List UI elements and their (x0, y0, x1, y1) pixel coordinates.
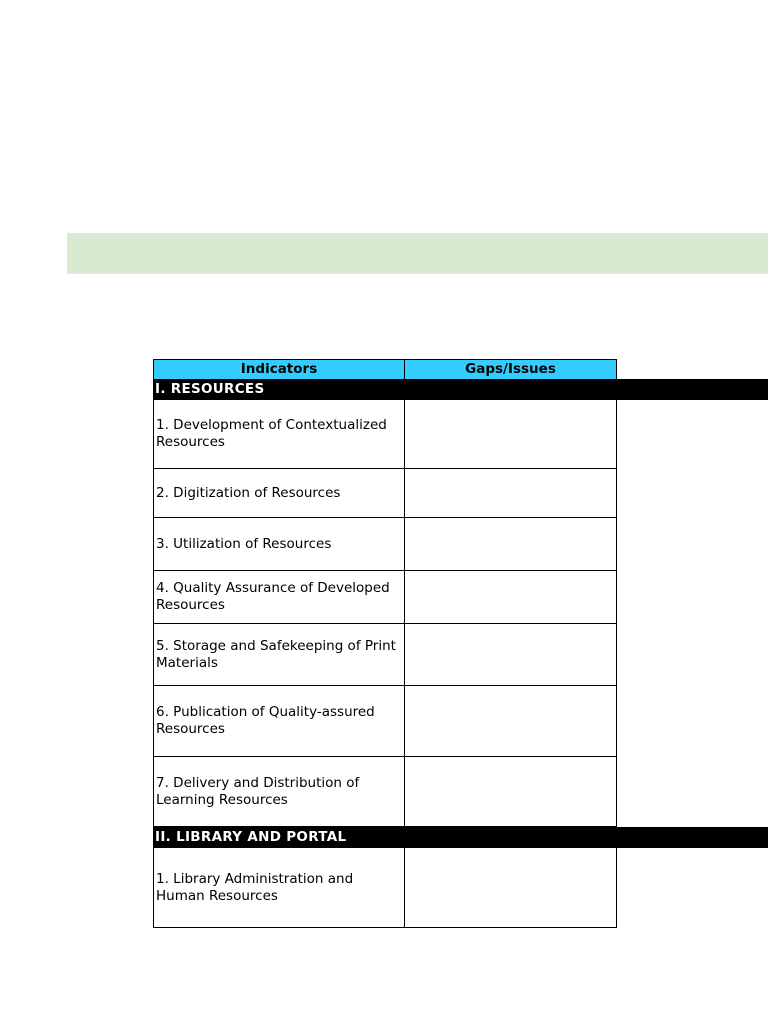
gaps-cell[interactable] (404, 518, 617, 571)
gaps-cell[interactable] (404, 686, 617, 757)
indicator-cell[interactable]: 5. Storage and Safekeeping of Print Materials (153, 624, 405, 686)
gaps-cell[interactable] (404, 469, 617, 518)
gaps-cell[interactable] (404, 571, 617, 624)
indicator-cell[interactable]: 2. Digitization of Resources (153, 469, 405, 518)
indicator-cell[interactable]: 7. Delivery and Distribution of Learning Resources (153, 757, 405, 827)
section-header-library-and-portal[interactable]: II. LIBRARY AND PORTAL (153, 827, 768, 848)
gaps-cell[interactable] (404, 400, 617, 469)
gaps-cell[interactable] (404, 624, 617, 686)
column-header-gaps-issues[interactable]: Gaps/Issues (404, 359, 617, 380)
indicator-cell[interactable]: 1. Development of Contextualized Resources (153, 400, 405, 469)
indicator-cell[interactable]: 6. Publication of Quality-assured Resources (153, 686, 405, 757)
indicator-cell[interactable]: 1. Library Administration and Human Resources (153, 848, 405, 928)
indicator-cell[interactable]: 3. Utilization of Resources (153, 518, 405, 571)
gaps-cell[interactable] (404, 757, 617, 827)
column-header-indicators[interactable]: Indicators (153, 359, 405, 380)
gaps-cell[interactable] (404, 848, 617, 928)
section-header-resources[interactable]: I. RESOURCES (153, 379, 768, 400)
indicator-cell[interactable]: 4. Quality Assurance of Developed Resources (153, 571, 405, 624)
